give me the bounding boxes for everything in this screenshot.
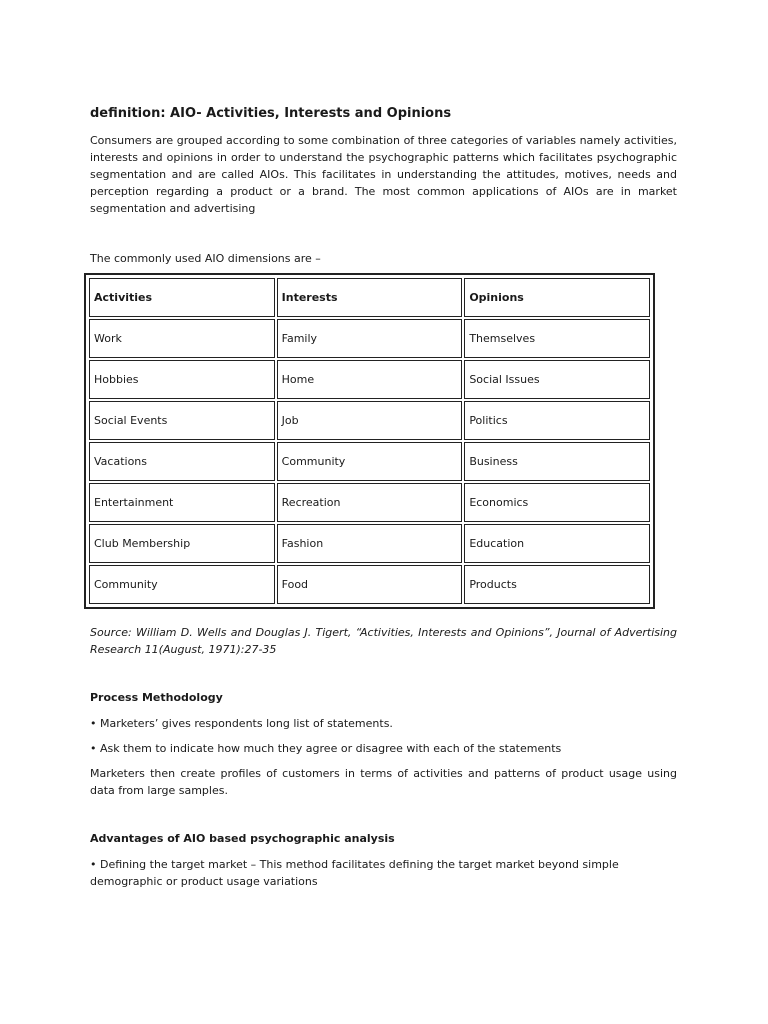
table-cell: Community [89,565,275,604]
process-methodology-heading: Process Methodology [90,691,223,704]
table-cell: Entertainment [89,483,275,522]
table-cell: Social Events [89,401,275,440]
table-row [89,483,650,522]
table-row [89,524,650,563]
table-row [89,319,650,358]
table-cell: Home [277,360,463,399]
header-cell-activities: Activities [89,278,275,317]
table-cell: Business [464,442,650,481]
table-row [89,565,650,604]
table-cell: Vacations [89,442,275,481]
table-cell: Family [277,319,463,358]
table-row [89,442,650,481]
process-bullet-1: • Marketers’ gives respondents long list of statements. [90,717,393,730]
table-cell: Hobbies [89,360,275,399]
table-cell: Work [89,319,275,358]
header-cell-interests: Interests [277,278,463,317]
table-lead-text: The commonly used AIO dimensions are – [90,252,321,265]
table-cell: Themselves [464,319,650,358]
table-cell: Recreation [277,483,463,522]
process-bullet-2: • Ask them to indicate how much they agree or disagree with each of the statements [90,742,562,755]
table-cell: Food [277,565,463,604]
table-cell: Economics [464,483,650,522]
table-cell: Fashion [277,524,463,563]
header-cell-opinions: Opinions [464,278,650,317]
table-row [89,360,650,399]
table-cell: Politics [464,401,650,440]
aio-dimensions-table [87,276,652,606]
table-cell: Club Membership [89,524,275,563]
table-header-row [89,278,650,317]
source-citation: Source: William D. Wells and Douglas J. Tigert, “Activities, Interests and Opinions”, Journal of Advertising Research 11(August, 1971):27-35 [90,626,677,656]
aio-table-frame [84,273,655,609]
table-cell: Education [464,524,650,563]
advantages-heading: Advantages of AIO based psychographic analysis [90,832,395,845]
intro-paragraph: Consumers are grouped according to some combination of three categories of variables namely activities, interests and opinions in order to understand the psychographic patterns which facilitates psychographic segmentation and are called AIOs. This facilitates in understanding the attitudes, motives, needs and perception regarding a product or a brand. The most common applications of AIOs are in market segmentation and advertising [90,134,677,215]
table-cell: Community [277,442,463,481]
table-cell: Social Issues [464,360,650,399]
table-cell: Products [464,565,650,604]
table-row [89,401,650,440]
document-title: definition: AIO- Activities, Interests and Opinions [90,106,452,121]
process-paragraph: Marketers then create profiles of customers in terms of activities and patterns of product usage using data from large samples. [90,767,677,797]
advantages-bullet-1: • Defining the target market – This method facilitates defining the target market beyond simple demographic or product usage variations [90,858,619,888]
table-cell: Job [277,401,463,440]
